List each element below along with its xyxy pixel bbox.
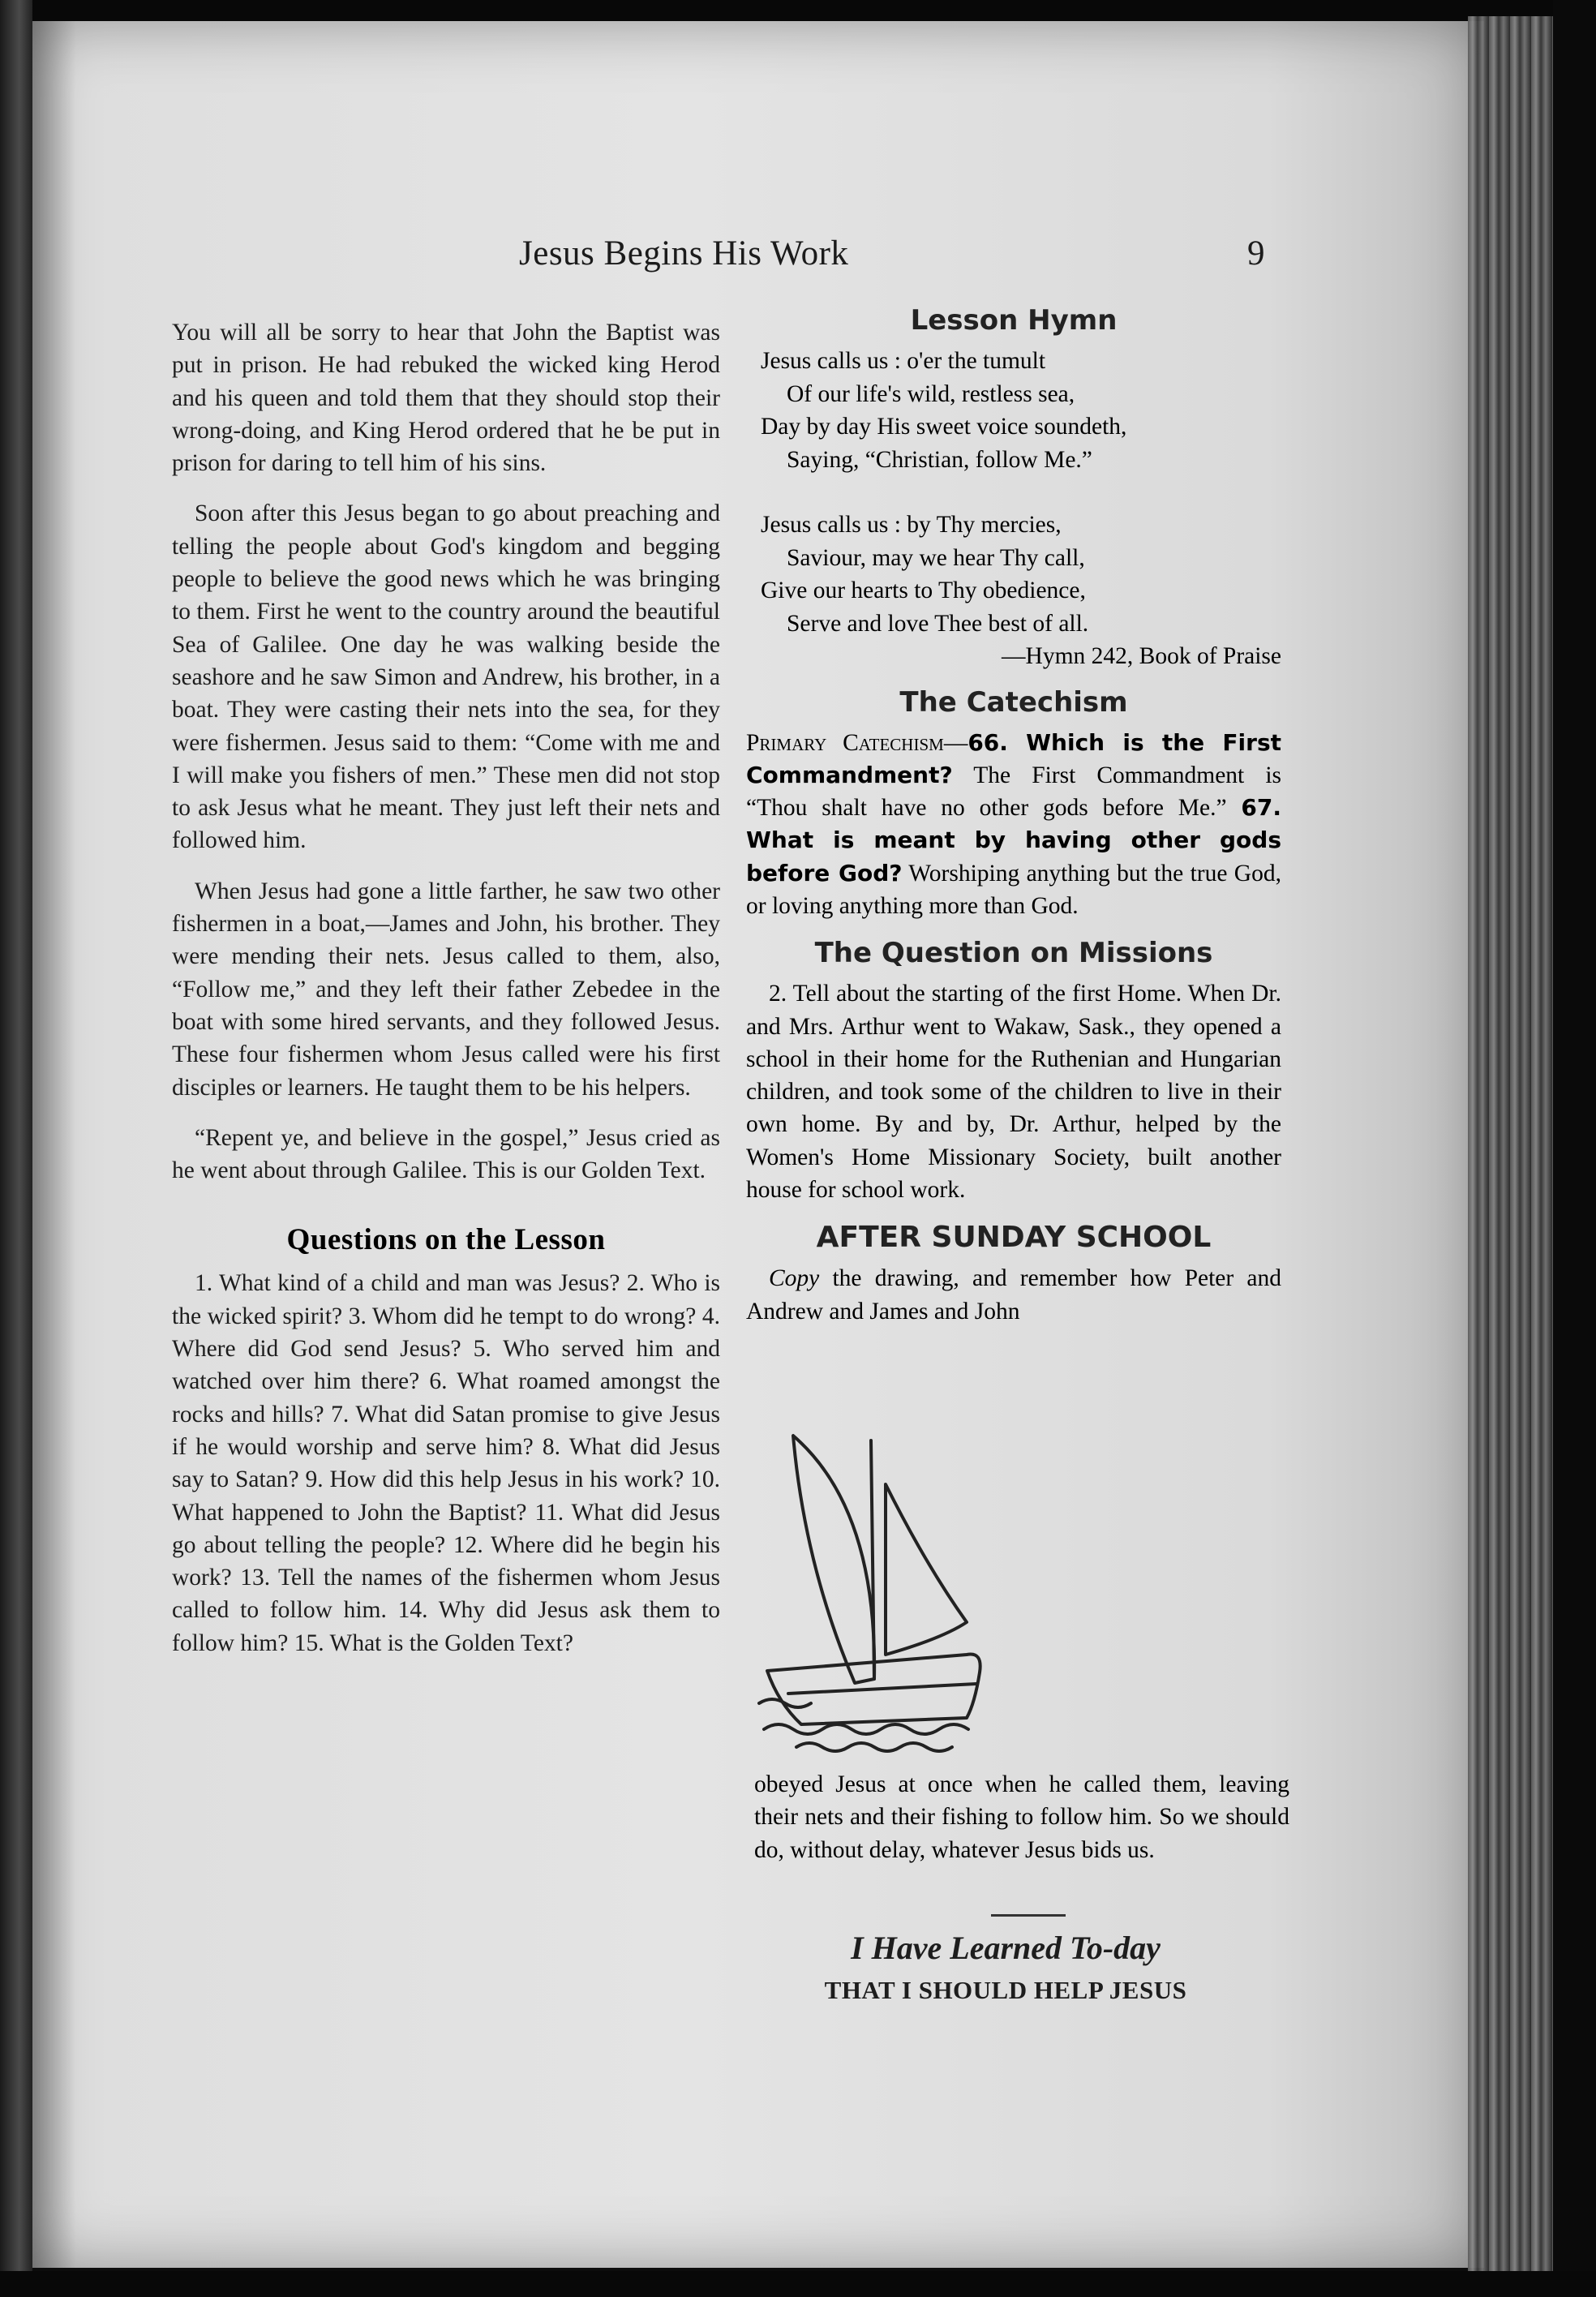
hymn-stanza-2 xyxy=(746,509,1281,673)
catechism-text xyxy=(746,727,1281,923)
sailboat-illustration xyxy=(756,1411,1096,1768)
after-sunday-school-heading: AFTER SUNDAY SCHOOL xyxy=(816,1221,1212,1255)
missions-text: 2. Tell about the starting of the first Home. When Dr. and Mrs. Arthur went to Wakaw, Sask., they opened a school in their home for the Ruthenian and Hungarian children, and took some of the children to live in their own home. By and by, Dr. Arthur, helped by the Women's Home Missionary Society, built another house for school work. xyxy=(746,981,1281,1204)
paragraph-john-prison: You will all be sorry to hear that John the Baptist was put in prison. He had rebuked the wicked king Herod and his queen and told them that they should stop their wrong-doing, and King Herod ordered that he be put in prison for daring to tell him of his sins. xyxy=(172,320,720,477)
divider-rule xyxy=(991,1914,1066,1917)
after-text-part-1: the drawing, and remember how Peter and Andrew and James and John xyxy=(746,1265,1281,1325)
after-sunday-school-text xyxy=(746,1262,1281,1328)
hymn-line: Of our life's wild, restless sea, xyxy=(787,380,1075,407)
page-number: 9 xyxy=(1247,234,1265,273)
questions-text: 1. What kind of a child and man was Jesus? 2. Who is the wicked spirit? 3. Whom did he tempt to do wrong? 4. Where did God send Jesus? 5. Who served him and watched over him there? 6. What roamed amongst the rocks and hills? 7. What did Satan promise to give Jesus if he would worship and serve him? 8. What did Jesus say to Satan? 9. How did this help Jesus in his work? 10. What happened to John the Baptist? 11. What did Jesus go about telling the people? 12. Where did he begin his work? 13. Tell the names of the fishermen whom Jesus called to follow him. 14. Why did Jesus ask them to follow him? 15. What is the Golden Text? xyxy=(172,1270,720,1656)
copy-word: Copy xyxy=(769,1265,820,1292)
paragraph-golden-text: “Repent ye, and believe in the gospel,” Jesus cried as he went about through Galilee. This is our Golden Text. xyxy=(172,1124,720,1184)
right-column xyxy=(746,304,1281,1342)
hymn-heading: Lesson Hymn xyxy=(910,304,1118,337)
catechism-answer-67: Worshiping anything but the true God, or loving anything more than God. xyxy=(746,860,1281,919)
hymn-line: Jesus calls us : o'er the tumult xyxy=(761,348,1046,374)
hymn-line: Jesus calls us : by Thy mercies, xyxy=(761,512,1062,538)
questions-heading: Questions on the Lesson xyxy=(286,1223,606,1257)
catechism-question-66: 66. Which is the First Commandment? xyxy=(746,728,1282,788)
hymn-line: Saying, “Christian, follow Me.” xyxy=(787,446,1092,473)
missions-heading: The Question on Missions xyxy=(814,937,1213,970)
scan-bottom-edge xyxy=(0,2271,1596,2297)
sailboat-drawing xyxy=(756,1411,1096,1768)
after-text-continued xyxy=(754,1768,1289,1881)
hymn-attribution: —Hymn 242, Book of Praise xyxy=(1002,643,1281,669)
catechism-heading: The Catechism xyxy=(899,685,1128,719)
hymn-line: Give our hearts to Thy obedience, xyxy=(761,577,1086,603)
scan-right-edge xyxy=(1553,0,1596,2297)
running-title: Jesus Begins His Work xyxy=(519,234,849,273)
after-sunday-school-text-2: obeyed Jesus at once when he called them, leaving their nets and their fishing to follow him. So we should do, without delay, whatever Jesus bids us. xyxy=(754,1771,1289,1863)
learned-today-heading: I Have Learned To-day xyxy=(851,1930,1161,1966)
catechism-question-67: 67. What is meant by having other gods before God? xyxy=(746,794,1281,887)
learned-today-text: THAT I SHOULD HELP JESUS xyxy=(824,1976,1187,2004)
left-column xyxy=(172,316,720,1677)
catechism-label: Primary Catechism— xyxy=(746,729,968,756)
hymn-line: Serve and love Thee best of all. xyxy=(787,610,1089,637)
book-spine xyxy=(1468,16,1553,2279)
paragraph-preaching: Soon after this Jesus began to go about preaching and telling the people about God's kingdom and begging people to believe the good news which he was bringing to them. First he went to the country around the beautiful Sea of Galilee. One day he was walking beside the seashore and he saw Simon and Andrew, his brother, in a boat. They were casting their nets into the sea, for they were fishermen. Jesus said to them: “Come with me and I will make you fishers of men.” These men did not stop to ask Jesus what he meant. They just left their nets and followed him. xyxy=(172,500,720,854)
hymn-line: Day by day His sweet voice soundeth, xyxy=(761,414,1127,440)
paragraph-james-john: When Jesus had gone a little farther, he saw two other fishermen in a boat,—James and John, his brother. They were mending their nets. Jesus called to them, also, “Follow me,” and they left their father Zebedee in the boat with some hired servants, and they followed Jesus. These four fishermen whom Jesus called were his first disciples or learners. He taught them to be his helpers. xyxy=(172,878,720,1101)
hymn-stanza-1 xyxy=(746,345,1281,476)
catechism-answer-66: The First Commandment is “Thou shalt have no other gods before Me.” xyxy=(746,762,1281,822)
scan-left-edge xyxy=(0,0,32,2297)
hymn-line: Saviour, may we hear Thy call, xyxy=(787,544,1085,571)
scan-top-edge xyxy=(0,0,1596,21)
